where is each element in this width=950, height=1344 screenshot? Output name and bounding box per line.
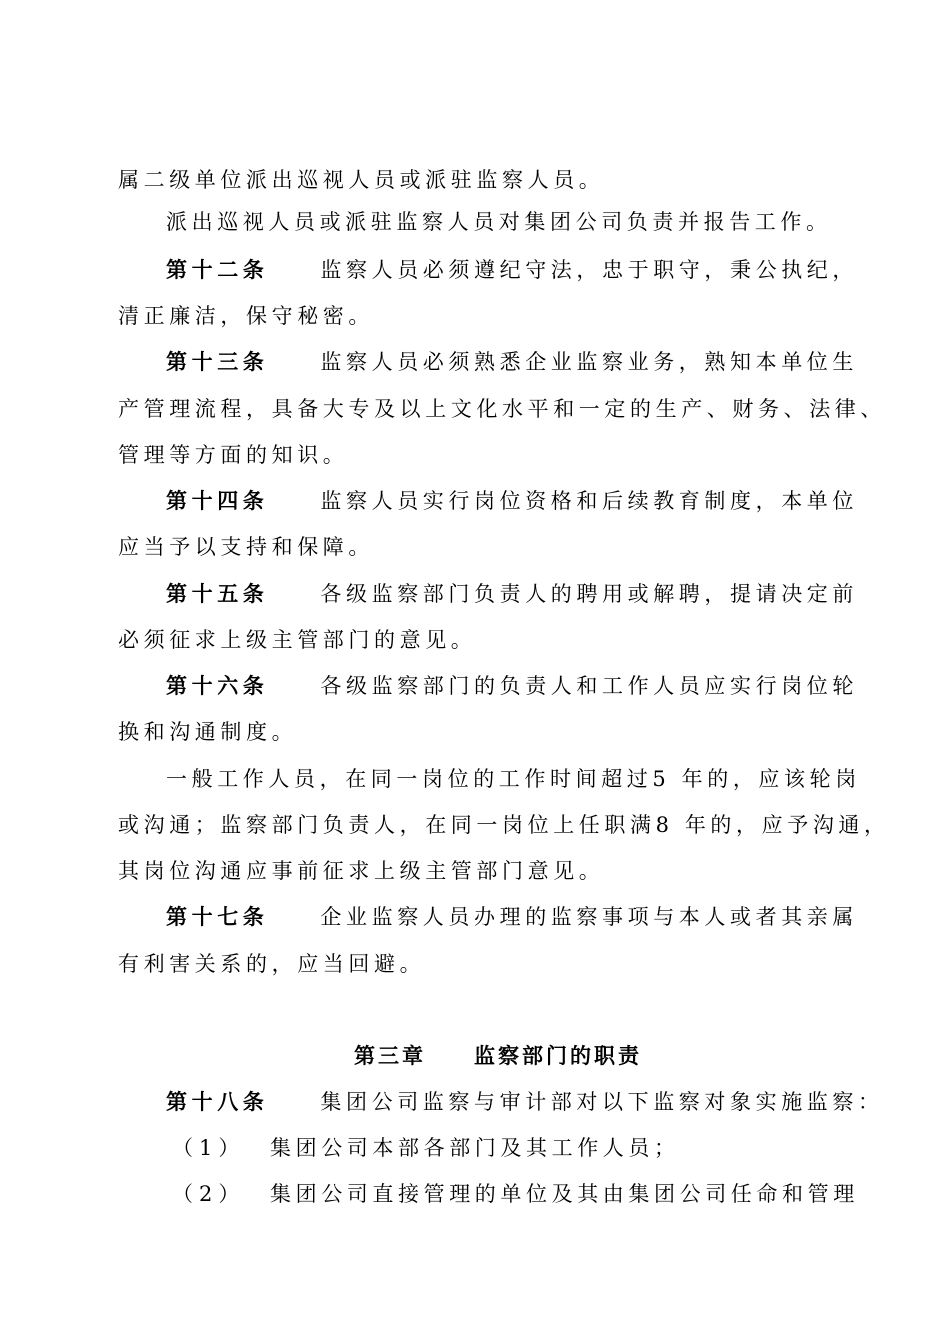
article-12	[166, 256, 858, 284]
article-label: 第十六条	[166, 673, 269, 698]
paragraph-line: 属二级单位派出巡视人员或派驻监察人员。	[118, 168, 605, 192]
paragraph-line: 其岗位沟通应事前征求上级主管部门意见。	[118, 859, 605, 883]
paragraph-line: 一般工作人员，在同一岗位的工作时间超过5 年的，应该轮岗	[166, 767, 861, 791]
article-label: 第十三条	[166, 349, 269, 374]
article-16	[166, 672, 858, 700]
list-item-text: 集团公司直接管理的单位及其由集团公司任命和管理	[270, 1182, 859, 1206]
article-text: 监察人员实行岗位资格和后续教育制度，本单位	[320, 489, 859, 513]
list-item-text: 集团公司本部各部门及其工作人员；	[270, 1136, 680, 1160]
article-text: 集团公司监察与审计部对以下监察对象实施监察：	[320, 1090, 884, 1114]
article-text: 各级监察部门负责人的聘用或解聘，提请决定前	[320, 582, 859, 606]
paragraph-line: 清正廉洁，保守秘密。	[118, 304, 374, 328]
paragraph-line: 必须征求上级主管部门的意见。	[118, 628, 477, 652]
paragraph-line: 或沟通；监察部门负责人，在同一岗位上任职满8 年的，应予沟通，	[118, 813, 890, 837]
list-item	[172, 1134, 680, 1162]
article-label: 第十八条	[166, 1089, 269, 1114]
article-18	[166, 1088, 884, 1116]
article-label: 第十五条	[166, 581, 269, 606]
chapter-heading	[354, 1042, 642, 1070]
chapter-title: 监察部门的职责	[474, 1043, 642, 1068]
article-label: 第十七条	[166, 904, 269, 929]
paragraph-line: 有利害关系的，应当回避。	[118, 952, 426, 976]
paragraph-line: 派出巡视人员或派驻监察人员对集团公司负责并报告工作。	[166, 210, 832, 234]
article-14	[166, 487, 858, 515]
article-17	[166, 903, 858, 931]
list-item-number: （2）	[172, 1182, 246, 1206]
list-item	[172, 1180, 859, 1208]
article-text: 监察人员必须遵纪守法，忠于职守，秉公执纪，	[320, 258, 859, 282]
paragraph-line: 换和沟通制度。	[118, 720, 298, 744]
paragraph-line: 管理等方面的知识。	[118, 443, 349, 467]
article-text: 企业监察人员办理的监察事项与本人或者其亲属	[320, 905, 859, 929]
article-text: 各级监察部门的负责人和工作人员应实行岗位轮	[320, 674, 859, 698]
article-label: 第十四条	[166, 488, 269, 513]
article-label: 第十二条	[166, 257, 269, 282]
paragraph-line: 应当予以支持和保障。	[118, 535, 374, 559]
list-item-number: （1）	[172, 1136, 246, 1160]
chapter-number: 第三章	[354, 1043, 426, 1068]
article-15	[166, 580, 858, 608]
article-13	[166, 348, 858, 376]
paragraph-line: 产管理流程，具备大专及以上文化水平和一定的生产、财务、法律、	[118, 397, 886, 421]
article-text: 监察人员必须熟悉企业监察业务，熟知本单位生	[320, 350, 859, 374]
